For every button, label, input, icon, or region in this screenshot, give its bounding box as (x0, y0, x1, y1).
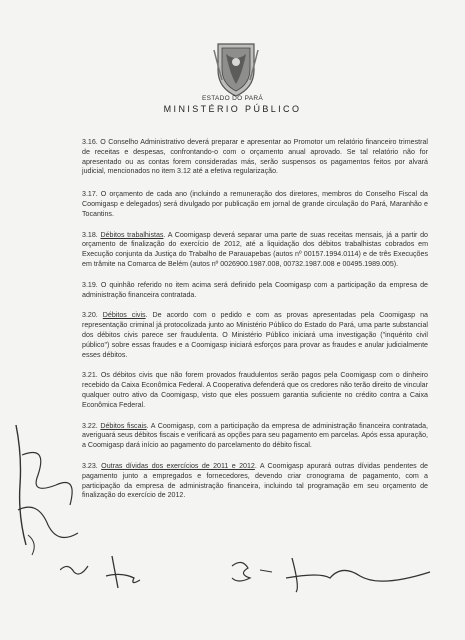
paragraph-3-20 (82, 311, 428, 360)
paragraph-number: 3.22. (82, 421, 98, 430)
paragraph-3-21 (82, 371, 428, 410)
paragraph-text: Os débitos civis que não forem provados fraudulentos serão pagos pela Coomigasp com o dinheiro recebido da Caixa Econômica Federal. A Cooperativa defenderá que os credores não terão direito de vincular qualquer outro ativo da Coomigasp, visto que eles possuem garantia suficiente no crédito contra a Caixa Econômica Federal. (82, 371, 428, 409)
paragraph-number: 3.21. (82, 371, 98, 380)
paragraph-number: 3.17. (82, 190, 98, 199)
margin-signature (8, 415, 88, 565)
paragraph-3-18 (82, 231, 428, 270)
paragraph-number: 3.16. (82, 138, 98, 146)
header-organ: MINISTÉRIO PÚBLICO (163, 104, 302, 114)
coat-of-arms-emblem (212, 40, 260, 98)
paragraph-text: . De acordo com o pedido e com as provas apresentadas pela Coomigasp na representação criminal já protocolizada junto ao Ministério Público do Estado do Pará, uma parte substancial dos débitos civis parece ser fraudulenta. O Ministério Público iniciará uma investigação ("inquérito civil público") sobre essas fraudes e a Coomigasp iniciará esforços para provar as fraudes e anular judicialmente esses débitos. (82, 311, 428, 359)
paragraph-heading: Débitos trabalhistas (100, 230, 164, 239)
paragraph-text: . A Coomigasp, com a participação da empresa de administração financeira contratada, averiguará seus débitos fiscais e verificará as opções para seu pagamento em parcelas. Após essa apuração, a Coomigasp dará início ao pagamento do parcelamento do débito fiscal. (82, 421, 428, 450)
paragraph-text: . A Coomigasp deverá separar uma parte de suas receitas mensais, já a partir do orçamento de finalização do exercício de 2012, até a liquidação dos débitos trabalhistas cobrados em Execução conjunta da Justiça do Trabalho de Parauapebas (autos nº 00157.1994.0114) e de três Execuções em trâmite na Comarca de Belém (autos nº 0026900.1987.008, 00732.1987.008 e 00495.1989.005). (82, 230, 428, 268)
header-state: ESTADO DO PARÁ (201, 95, 264, 102)
paragraph-3-22 (82, 422, 428, 451)
paragraph-heading: Débitos fiscais (100, 421, 147, 430)
paragraph-3-16 (82, 138, 428, 177)
paragraph-3-23 (82, 462, 428, 501)
paragraph-heading: Débitos civis (102, 311, 146, 320)
paragraph-number: 3.20. (82, 311, 98, 320)
paragraph-text: . A Coomigasp apurará outras dívidas pendentes de pagamento junto a empregados e fornecedores, devendo criar cronograma de pagamento, com a participação da empresa de administração financeira, incluindo tal programação em seu orçamento de finalização do exercício de 2012. (82, 461, 428, 500)
paragraph-text: O quinhão referido no item acima será definido pela Coomigasp com a participação da empresa de administração financeira contratada. (82, 280, 428, 299)
paragraph-heading: Outras dívidas dos exercícios de 2011 e 2012 (101, 461, 255, 470)
paragraph-text: O orçamento de cada ano (incluindo a remuneração dos diretores, membros do Conselho Fiscal da Coomigasp e delegados) será divulgado por publicação em jornal de grande circulação do Pará, Maranhão e Tocantins. (82, 190, 428, 218)
paragraph-number: 3.23. (82, 461, 98, 470)
paragraph-number: 3.19. (82, 280, 98, 289)
bottom-signatures (60, 548, 440, 598)
paragraph-3-19 (82, 281, 428, 301)
paragraph-3-17 (82, 190, 428, 219)
document-body (82, 138, 428, 512)
paragraph-number: 3.18. (82, 230, 98, 239)
paragraph-text: O Conselho Administrativo deverá preparar e apresentar ao Promotor um relatório financeiro trimestral de receitas e despesas, confrontando-o com o orçamento anual aprovado. Se tal relatório não for apresentado ou as contas forem consideradas más, serão suspensos os pagamentos feitos por alvará judicial, mencionados no item 3.12 até a efetiva regularização. (82, 138, 428, 176)
